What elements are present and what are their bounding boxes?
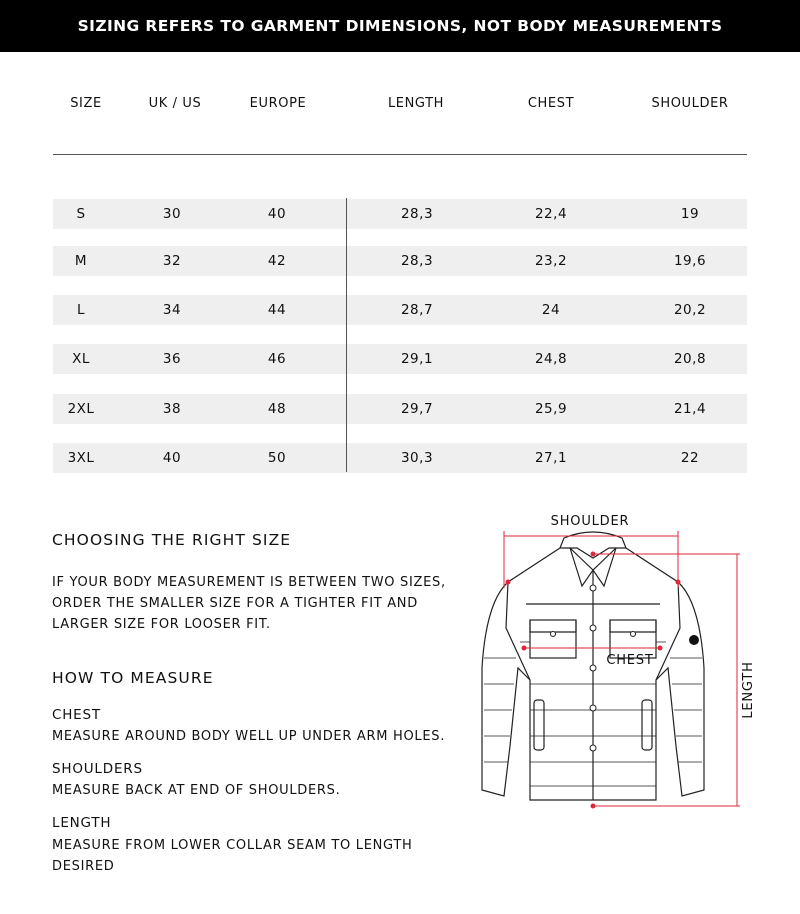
size-table-header xyxy=(0,96,800,116)
column-divider xyxy=(346,198,347,472)
choosing-size-heading: CHOOSING THE RIGHT SIZE xyxy=(52,531,292,549)
cell-chest: 23,2 xyxy=(534,253,568,269)
cell-europe: 50 xyxy=(267,450,287,466)
table-row xyxy=(53,394,747,424)
cell-uk-us: 34 xyxy=(162,302,182,318)
cell-shoulder: 20,2 xyxy=(673,302,707,318)
header-uk-us: UK / US xyxy=(148,96,202,111)
header-shoulder: SHOULDER xyxy=(651,96,729,111)
table-row xyxy=(53,246,747,276)
shoulders-label: SHOULDERS xyxy=(52,761,143,777)
jacket-outline-icon xyxy=(460,508,760,828)
cell-shoulder: 19,6 xyxy=(673,253,707,269)
cell-chest: 25,9 xyxy=(534,401,568,417)
length-label: LENGTH xyxy=(52,815,112,831)
shoulders-text: MEASURE BACK AT END OF SHOULDERS. xyxy=(52,783,341,798)
cell-length: 29,1 xyxy=(400,351,434,367)
cell-length: 28,7 xyxy=(400,302,434,318)
chest-label: CHEST xyxy=(52,707,101,723)
cell-length: 29,7 xyxy=(400,401,434,417)
cell-length: 28,3 xyxy=(400,206,434,222)
cell-size: XL xyxy=(72,351,90,367)
chest-text: MEASURE AROUND BODY WELL UP UNDER ARM HOLES. xyxy=(52,729,446,744)
cell-uk-us: 36 xyxy=(162,351,182,367)
cell-size: S xyxy=(76,206,86,222)
table-row xyxy=(53,199,747,229)
cell-europe: 42 xyxy=(267,253,287,269)
cell-uk-us: 38 xyxy=(162,401,182,417)
cell-europe: 44 xyxy=(267,302,287,318)
cell-size: L xyxy=(76,302,86,318)
cell-shoulder: 21,4 xyxy=(673,401,707,417)
cell-uk-us: 30 xyxy=(162,206,182,222)
cell-uk-us: 40 xyxy=(162,450,182,466)
cell-chest: 22,4 xyxy=(534,206,568,222)
table-row xyxy=(53,344,747,374)
chest-measure-label: CHEST xyxy=(606,653,654,668)
table-row xyxy=(53,443,747,473)
cell-chest: 24,8 xyxy=(534,351,568,367)
table-row xyxy=(53,295,747,325)
choosing-line: IF YOUR BODY MEASUREMENT IS BETWEEN TWO SIZES, xyxy=(52,575,446,590)
length-measure-label: LENGTH xyxy=(741,661,756,719)
header-chest: CHEST xyxy=(527,96,575,111)
cell-europe: 46 xyxy=(267,351,287,367)
cell-size: 3XL xyxy=(67,450,95,466)
cell-chest: 27,1 xyxy=(534,450,568,466)
how-to-measure-heading: HOW TO MEASURE xyxy=(52,669,214,687)
header-size: SIZE xyxy=(70,96,102,111)
header-europe: EUROPE xyxy=(249,96,307,111)
cell-uk-us: 32 xyxy=(162,253,182,269)
cell-shoulder: 22 xyxy=(680,450,700,466)
banner-text: SIZING REFERS TO GARMENT DIMENSIONS, NOT BODY MEASUREMENTS xyxy=(77,17,723,35)
length-line: MEASURE FROM LOWER COLLAR SEAM TO LENGTH xyxy=(52,838,413,853)
choosing-size-text xyxy=(52,572,462,635)
header-divider xyxy=(53,154,747,155)
choosing-line: ORDER THE SMALLER SIZE FOR A TIGHTER FIT AND xyxy=(52,596,418,611)
header-length: LENGTH xyxy=(387,96,445,111)
cell-europe: 48 xyxy=(267,401,287,417)
cell-length: 30,3 xyxy=(400,450,434,466)
measurement-diagram xyxy=(460,508,760,828)
cell-length: 28,3 xyxy=(400,253,434,269)
cell-shoulder: 19 xyxy=(680,206,700,222)
cell-shoulder: 20,8 xyxy=(673,351,707,367)
cell-size: 2XL xyxy=(67,401,95,417)
length-text xyxy=(52,835,462,877)
shoulder-measure-label: SHOULDER xyxy=(550,514,630,529)
cell-chest: 24 xyxy=(541,302,561,318)
sizing-banner xyxy=(0,0,800,52)
choosing-line: LARGER SIZE FOR LOOSER FIT. xyxy=(52,617,271,632)
cell-europe: 40 xyxy=(267,206,287,222)
cell-size: M xyxy=(74,253,88,269)
length-line: DESIRED xyxy=(52,859,115,874)
